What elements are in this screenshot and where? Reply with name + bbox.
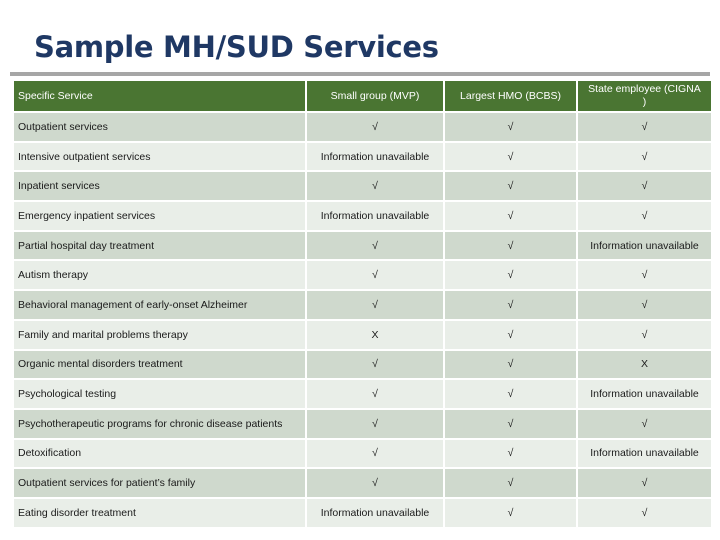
coverage-cell: √ — [445, 261, 576, 289]
coverage-cell: Information unavailable — [307, 143, 443, 171]
service-name-cell: Organic mental disorders treatment — [14, 351, 305, 379]
service-name-cell: Eating disorder treatment — [14, 499, 305, 527]
table-header-row — [14, 81, 711, 111]
service-name-cell: Outpatient services for patient’s family — [14, 469, 305, 497]
coverage-cell: √ — [578, 261, 711, 289]
service-name-cell: Inpatient services — [14, 172, 305, 200]
coverage-cell: Information unavailable — [578, 232, 711, 260]
coverage-cell: √ — [445, 440, 576, 468]
table-row — [14, 261, 711, 289]
table-row — [14, 410, 711, 438]
coverage-cell: √ — [445, 380, 576, 408]
coverage-cell: √ — [445, 410, 576, 438]
table-row — [14, 351, 711, 379]
service-name-cell: Outpatient services — [14, 113, 305, 141]
service-name-cell: Emergency inpatient services — [14, 202, 305, 230]
coverage-cell: √ — [307, 351, 443, 379]
coverage-cell: √ — [445, 202, 576, 230]
service-name-cell: Intensive outpatient services — [14, 143, 305, 171]
coverage-cell: √ — [578, 113, 711, 141]
coverage-cell: √ — [307, 113, 443, 141]
table-row — [14, 321, 711, 349]
header-specific-service: Specific Service — [14, 81, 305, 111]
coverage-cell: √ — [578, 410, 711, 438]
service-name-cell: Behavioral management of early-onset Alzheimer — [14, 291, 305, 319]
coverage-cell: √ — [445, 113, 576, 141]
table-row — [14, 380, 711, 408]
table-row — [14, 440, 711, 468]
table-row — [14, 499, 711, 527]
services-table — [12, 79, 713, 529]
coverage-cell: √ — [307, 469, 443, 497]
table-row — [14, 202, 711, 230]
title-divider — [10, 72, 710, 76]
coverage-cell: X — [578, 351, 711, 379]
header-largest-hmo: Largest HMO (BCBS) — [445, 81, 576, 111]
coverage-cell: √ — [578, 172, 711, 200]
coverage-cell: √ — [445, 232, 576, 260]
coverage-cell: X — [307, 321, 443, 349]
table-row — [14, 172, 711, 200]
coverage-cell: √ — [445, 143, 576, 171]
service-name-cell: Partial hospital day treatment — [14, 232, 305, 260]
coverage-cell: √ — [578, 321, 711, 349]
coverage-cell: √ — [307, 380, 443, 408]
coverage-cell: √ — [307, 410, 443, 438]
coverage-cell: √ — [578, 202, 711, 230]
header-state-employee: State employee (CIGNA ) — [578, 81, 711, 111]
coverage-cell: √ — [307, 291, 443, 319]
coverage-cell: √ — [578, 143, 711, 171]
table-row — [14, 232, 711, 260]
service-name-cell: Psychotherapeutic programs for chronic disease patients — [14, 410, 305, 438]
coverage-cell: √ — [307, 172, 443, 200]
service-name-cell: Detoxification — [14, 440, 305, 468]
coverage-cell: √ — [445, 351, 576, 379]
coverage-cell: Information unavailable — [307, 202, 443, 230]
coverage-cell: √ — [578, 291, 711, 319]
coverage-cell: √ — [578, 469, 711, 497]
service-name-cell: Family and marital problems therapy — [14, 321, 305, 349]
page-title: Sample MH/SUD Services — [34, 30, 439, 64]
coverage-cell: Information unavailable — [578, 380, 711, 408]
coverage-cell: Information unavailable — [578, 440, 711, 468]
coverage-cell: √ — [578, 499, 711, 527]
table-row — [14, 291, 711, 319]
coverage-cell: √ — [307, 261, 443, 289]
coverage-cell: √ — [445, 291, 576, 319]
header-small-group: Small group (MVP) — [307, 81, 443, 111]
coverage-cell: √ — [445, 172, 576, 200]
service-name-cell: Autism therapy — [14, 261, 305, 289]
coverage-cell: √ — [445, 469, 576, 497]
coverage-cell: √ — [307, 232, 443, 260]
coverage-cell: √ — [445, 499, 576, 527]
coverage-cell: √ — [445, 321, 576, 349]
service-name-cell: Psychological testing — [14, 380, 305, 408]
table-row — [14, 143, 711, 171]
coverage-cell: Information unavailable — [307, 499, 443, 527]
table-row — [14, 469, 711, 497]
table-row — [14, 113, 711, 141]
coverage-cell: √ — [307, 440, 443, 468]
